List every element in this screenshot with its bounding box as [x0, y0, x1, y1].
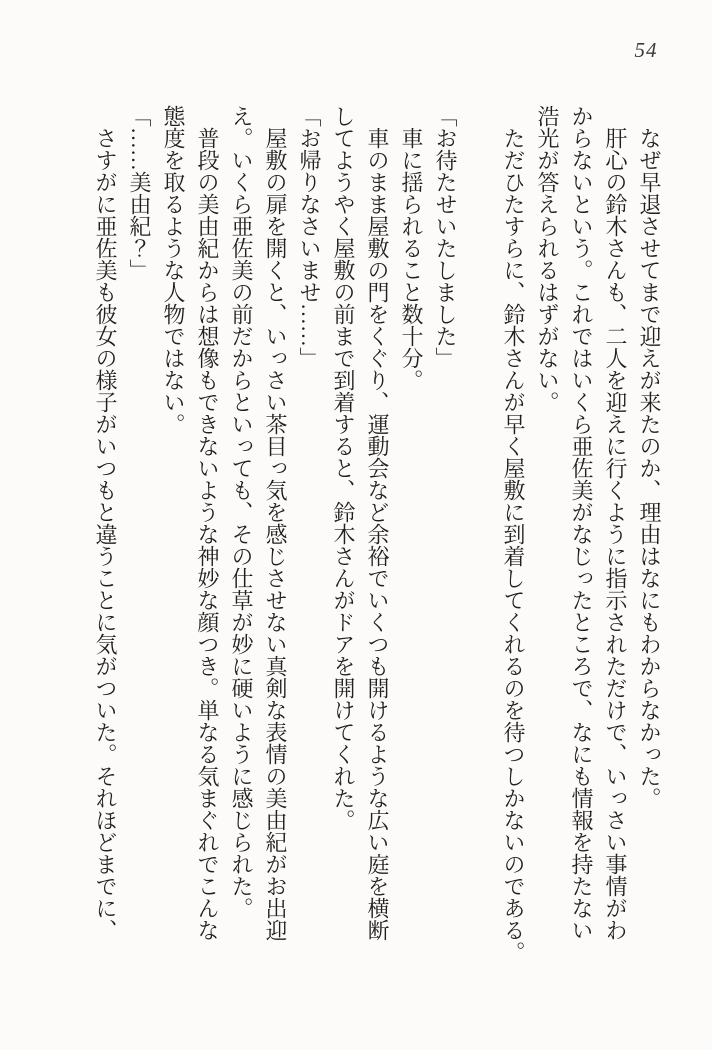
- paragraph: [428, 105, 462, 963]
- paragraph: [122, 105, 156, 963]
- text-line: 「お帰りなさいませ……」: [297, 105, 322, 369]
- text-line: 普段の美由紀からは想像もできないような神妙な顔つき。単なる気まぐれでこんな: [195, 127, 220, 941]
- text-line: 車に揺られること数十分。: [399, 127, 424, 391]
- paragraph: [632, 105, 666, 963]
- text-area: [88, 105, 666, 963]
- text-line: 肝心の鈴木さんも、二人を迎えに行くように指示されただけで、いっさい事情がわ: [603, 127, 628, 941]
- text-line: ただひたすらに、鈴木さんが早く屋敷に到着してくれるのを待つしかないのである。: [501, 127, 526, 963]
- paragraph: [224, 105, 292, 963]
- text-line: 浩光が答えられるはずがない。: [535, 105, 560, 413]
- blank-line: [462, 105, 496, 963]
- text-line: からないという。これではいくら亜佐美がなじったところで、なにも情報を持たない: [569, 105, 594, 941]
- paragraph: [530, 105, 632, 963]
- text-line: 車のまま屋敷の門をくぐり、運動会など余裕でいくつも開けるような広い庭を横断: [365, 127, 390, 941]
- text-line: 「お待たせいたしました」: [433, 105, 458, 369]
- paragraph: [156, 105, 224, 963]
- text-line: 屋敷の扉を開くと、いっさい茶目っ気を感じさせない真剣な表情の美由紀がお出迎: [263, 127, 288, 941]
- paragraph: [88, 105, 122, 963]
- text-line: え。いくら亜佐美の前だからといっても、その仕草が妙に硬いように感じられた。: [229, 105, 254, 919]
- paragraph: [326, 105, 394, 963]
- text-line: なぜ早退させてまで迎えが来たのか、理由はなにもわからなかった。: [637, 127, 662, 809]
- text-line: してようやく屋敷の前まで到着すると、鈴木さんがドアを開けてくれた。: [331, 105, 356, 831]
- text-line: [462, 105, 496, 963]
- page-number: 54: [634, 38, 658, 62]
- text-line: 「……美由紀？」: [127, 105, 152, 281]
- paragraph: [496, 105, 530, 963]
- paragraph: [292, 105, 326, 963]
- text-line: 態度を取るような人物ではない。: [161, 105, 186, 435]
- text-line: さすがに亜佐美も彼女の様子がいつもと違うことに気がついた。それほどまでに、: [93, 127, 118, 941]
- paragraph: [394, 105, 428, 963]
